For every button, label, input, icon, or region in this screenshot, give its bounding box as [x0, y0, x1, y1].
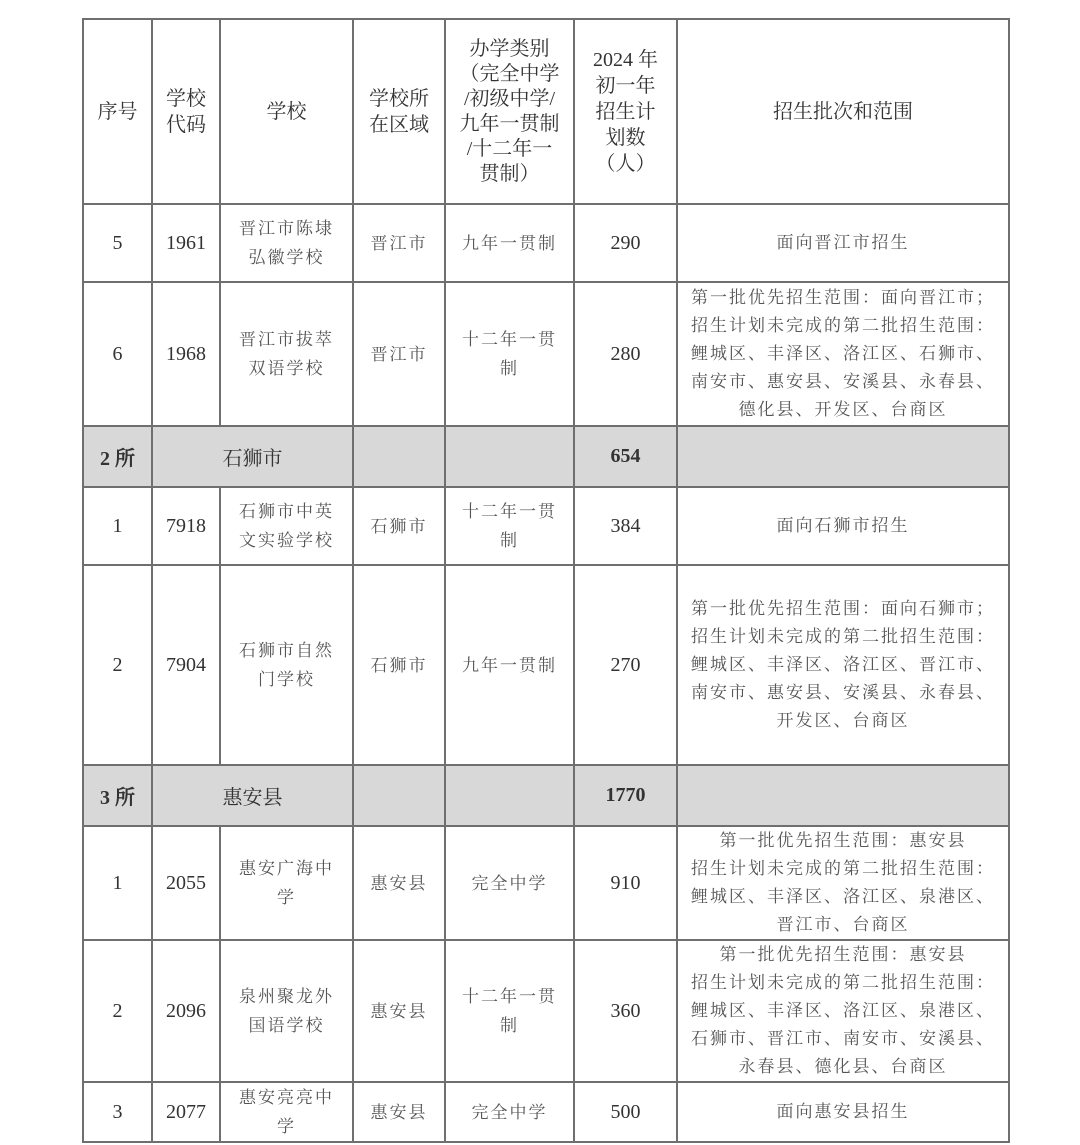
- cell-type: 十二年一贯 制: [445, 282, 574, 426]
- cell-plan: 270: [574, 565, 677, 765]
- cell-seq: 2: [83, 940, 152, 1082]
- header-seq: 序号: [83, 19, 152, 204]
- table-row: [83, 565, 1009, 765]
- cell-school: 惠安广海中 学: [220, 826, 353, 940]
- cell-seq: 2: [83, 565, 152, 765]
- cell-area: 惠安县: [353, 940, 445, 1082]
- group-total: 1770: [574, 765, 677, 826]
- cell-school: 石狮市中英 文实验学校: [220, 487, 353, 565]
- group-row-shishi: [83, 426, 1009, 487]
- cell-school: 泉州聚龙外 国语学校: [220, 940, 353, 1082]
- cell-seq: 5: [83, 204, 152, 282]
- cell-seq: 3: [83, 1082, 152, 1142]
- group-count: 3 所: [83, 765, 152, 826]
- cell-type: 完全中学: [445, 1082, 574, 1142]
- cell-type: 完全中学: [445, 826, 574, 940]
- cell-seq: 1: [83, 487, 152, 565]
- cell-type: 九年一贯制: [445, 204, 574, 282]
- cell-range: 第一批优先招生范围：面向晋江市； 招生计划未完成的第二批招生范围： 鲤城区、丰泽区、洛江区、石狮市、 南安市、惠安县、安溪县、永春县、 德化县、开发区、台商区: [677, 282, 1009, 426]
- cell-code: 1961: [152, 204, 220, 282]
- cell-area: 惠安县: [353, 1082, 445, 1142]
- header-school-type: 办学类别 （完全中学 /初级中学/ 九年一贯制 /十二年一 贯制）: [445, 19, 574, 204]
- cell-area: 晋江市: [353, 204, 445, 282]
- group-count: 2 所: [83, 426, 152, 487]
- cell-range: 第一批优先招生范围：惠安县 招生计划未完成的第二批招生范围： 鲤城区、丰泽区、洛江区、泉港区、 晋江市、台商区: [677, 826, 1009, 940]
- cell-code: 2055: [152, 826, 220, 940]
- cell-area: 石狮市: [353, 487, 445, 565]
- header-school: 学校: [220, 19, 353, 204]
- admission-plan-table: [82, 18, 1010, 1143]
- cell-plan: 360: [574, 940, 677, 1082]
- cell-school: 石狮市自然 门学校: [220, 565, 353, 765]
- group-name: 惠安县: [152, 765, 353, 826]
- cell-type: 十二年一贯 制: [445, 940, 574, 1082]
- cell-school: 惠安亮亮中 学: [220, 1082, 353, 1142]
- header-row: [83, 19, 1009, 204]
- cell-range: 第一批优先招生范围：惠安县 招生计划未完成的第二批招生范围： 鲤城区、丰泽区、洛江区、泉港区、 石狮市、晋江市、南安市、安溪县、 永春县、德化县、台商区: [677, 940, 1009, 1082]
- cell-code: 7918: [152, 487, 220, 565]
- cell-plan: 910: [574, 826, 677, 940]
- cell-school: 晋江市陈埭 弘徽学校: [220, 204, 353, 282]
- cell-area: 石狮市: [353, 565, 445, 765]
- cell-range: 第一批优先招生范围：面向石狮市； 招生计划未完成的第二批招生范围： 鲤城区、丰泽区、洛江区、晋江市、 南安市、惠安县、安溪县、永春县、 开发区、台商区: [677, 565, 1009, 765]
- cell-seq: 6: [83, 282, 152, 426]
- group-total: 654: [574, 426, 677, 487]
- cell-range: 面向石狮市招生: [677, 487, 1009, 565]
- cell-plan: 500: [574, 1082, 677, 1142]
- cell-range: 面向晋江市招生: [677, 204, 1009, 282]
- cell-code: 1968: [152, 282, 220, 426]
- table-row: [83, 826, 1009, 940]
- header-range: 招生批次和范围: [677, 19, 1009, 204]
- table-row: [83, 204, 1009, 282]
- table-row: [83, 1082, 1009, 1142]
- table-row: [83, 282, 1009, 426]
- cell-plan: 290: [574, 204, 677, 282]
- cell-plan: 384: [574, 487, 677, 565]
- header-area: 学校所 在区域: [353, 19, 445, 204]
- cell-range: 面向惠安县招生: [677, 1082, 1009, 1142]
- cell-area: 惠安县: [353, 826, 445, 940]
- cell-seq: 1: [83, 826, 152, 940]
- cell-area: 晋江市: [353, 282, 445, 426]
- cell-plan: 280: [574, 282, 677, 426]
- cell-type: 十二年一贯 制: [445, 487, 574, 565]
- cell-code: 7904: [152, 565, 220, 765]
- header-plan-count: 2024 年 初一年 招生计 划数 （人）: [574, 19, 677, 204]
- table-row: [83, 487, 1009, 565]
- group-row-huian: [83, 765, 1009, 826]
- cell-school: 晋江市拔萃 双语学校: [220, 282, 353, 426]
- cell-code: 2096: [152, 940, 220, 1082]
- cell-code: 2077: [152, 1082, 220, 1142]
- header-school-code: 学校 代码: [152, 19, 220, 204]
- table-row: [83, 940, 1009, 1082]
- group-name: 石狮市: [152, 426, 353, 487]
- cell-type: 九年一贯制: [445, 565, 574, 765]
